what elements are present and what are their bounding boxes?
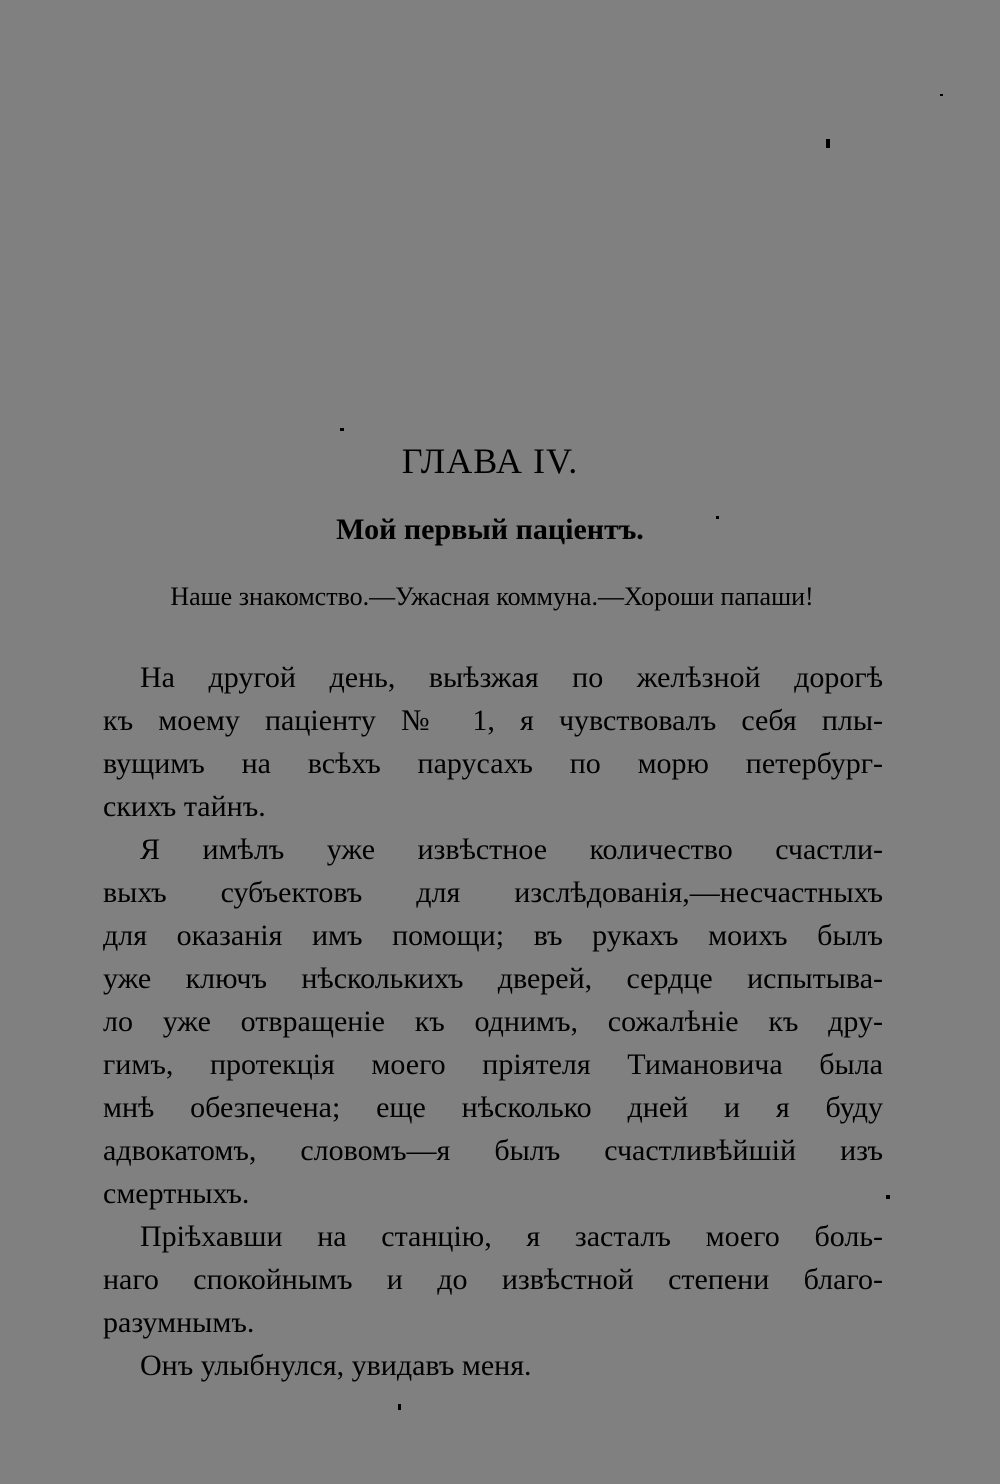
text-line: смертныхъ. (103, 1177, 250, 1210)
chapter-summary: Наше знакомство.—Ужасная коммуна.—Хороши папаши! (170, 582, 814, 611)
paragraph (103, 656, 883, 828)
paragraph (103, 1344, 883, 1387)
ink-speck (340, 428, 344, 431)
text-line: выхъ субъектовъ для изслѣдованія,—несчастныхъ (103, 876, 883, 909)
text-line: къ моему паціенту № 1, я чувствовалъ себя плы- (103, 704, 883, 737)
text-line: На другой день, выѣзжая по желѣзной дорогѣ (140, 661, 883, 694)
text-line: разумнымъ. (103, 1306, 255, 1339)
paragraph (103, 1215, 883, 1344)
chapter-title: Мой первый паціентъ. (336, 513, 644, 546)
body-text (103, 656, 883, 1387)
text-line: Я имѣлъ уже извѣстное количество счастли- (140, 833, 883, 866)
text-line: скихъ тайнъ. (103, 790, 266, 823)
text-line: вущимъ на всѣхъ парусахъ по морю петербург- (103, 747, 883, 780)
text-line: адвокатомъ, словомъ—я былъ счастливѣйшій изъ (103, 1134, 883, 1167)
text-line: Онъ улыбнулся, увидавъ меня. (140, 1349, 532, 1382)
paragraph (103, 828, 883, 1215)
ink-speck (398, 1404, 401, 1410)
text-line: для оказанія имъ помощи; въ рукахъ моихъ былъ (103, 919, 883, 952)
text-line: ло уже отвращеніе къ однимъ, сожалѣніе къ дру- (103, 1005, 883, 1038)
text-line: мнѣ обезпечена; еще нѣсколько дней и я буду (103, 1091, 883, 1124)
text-line: наго спокойнымъ и до извѣстной степени благо- (103, 1263, 883, 1296)
ink-speck (940, 94, 943, 96)
text-line: уже ключъ нѣсколькихъ дверей, сердце испытыва- (103, 962, 883, 995)
text-line: Пріѣхавши на станцію, я засталъ моего боль- (140, 1220, 883, 1253)
ink-speck (886, 1195, 890, 1199)
text-line: гимъ, протекція моего пріятеля Тимановича была (103, 1048, 883, 1081)
chapter-heading: ГЛАВА IV. (401, 441, 579, 481)
ink-speck (826, 139, 830, 148)
